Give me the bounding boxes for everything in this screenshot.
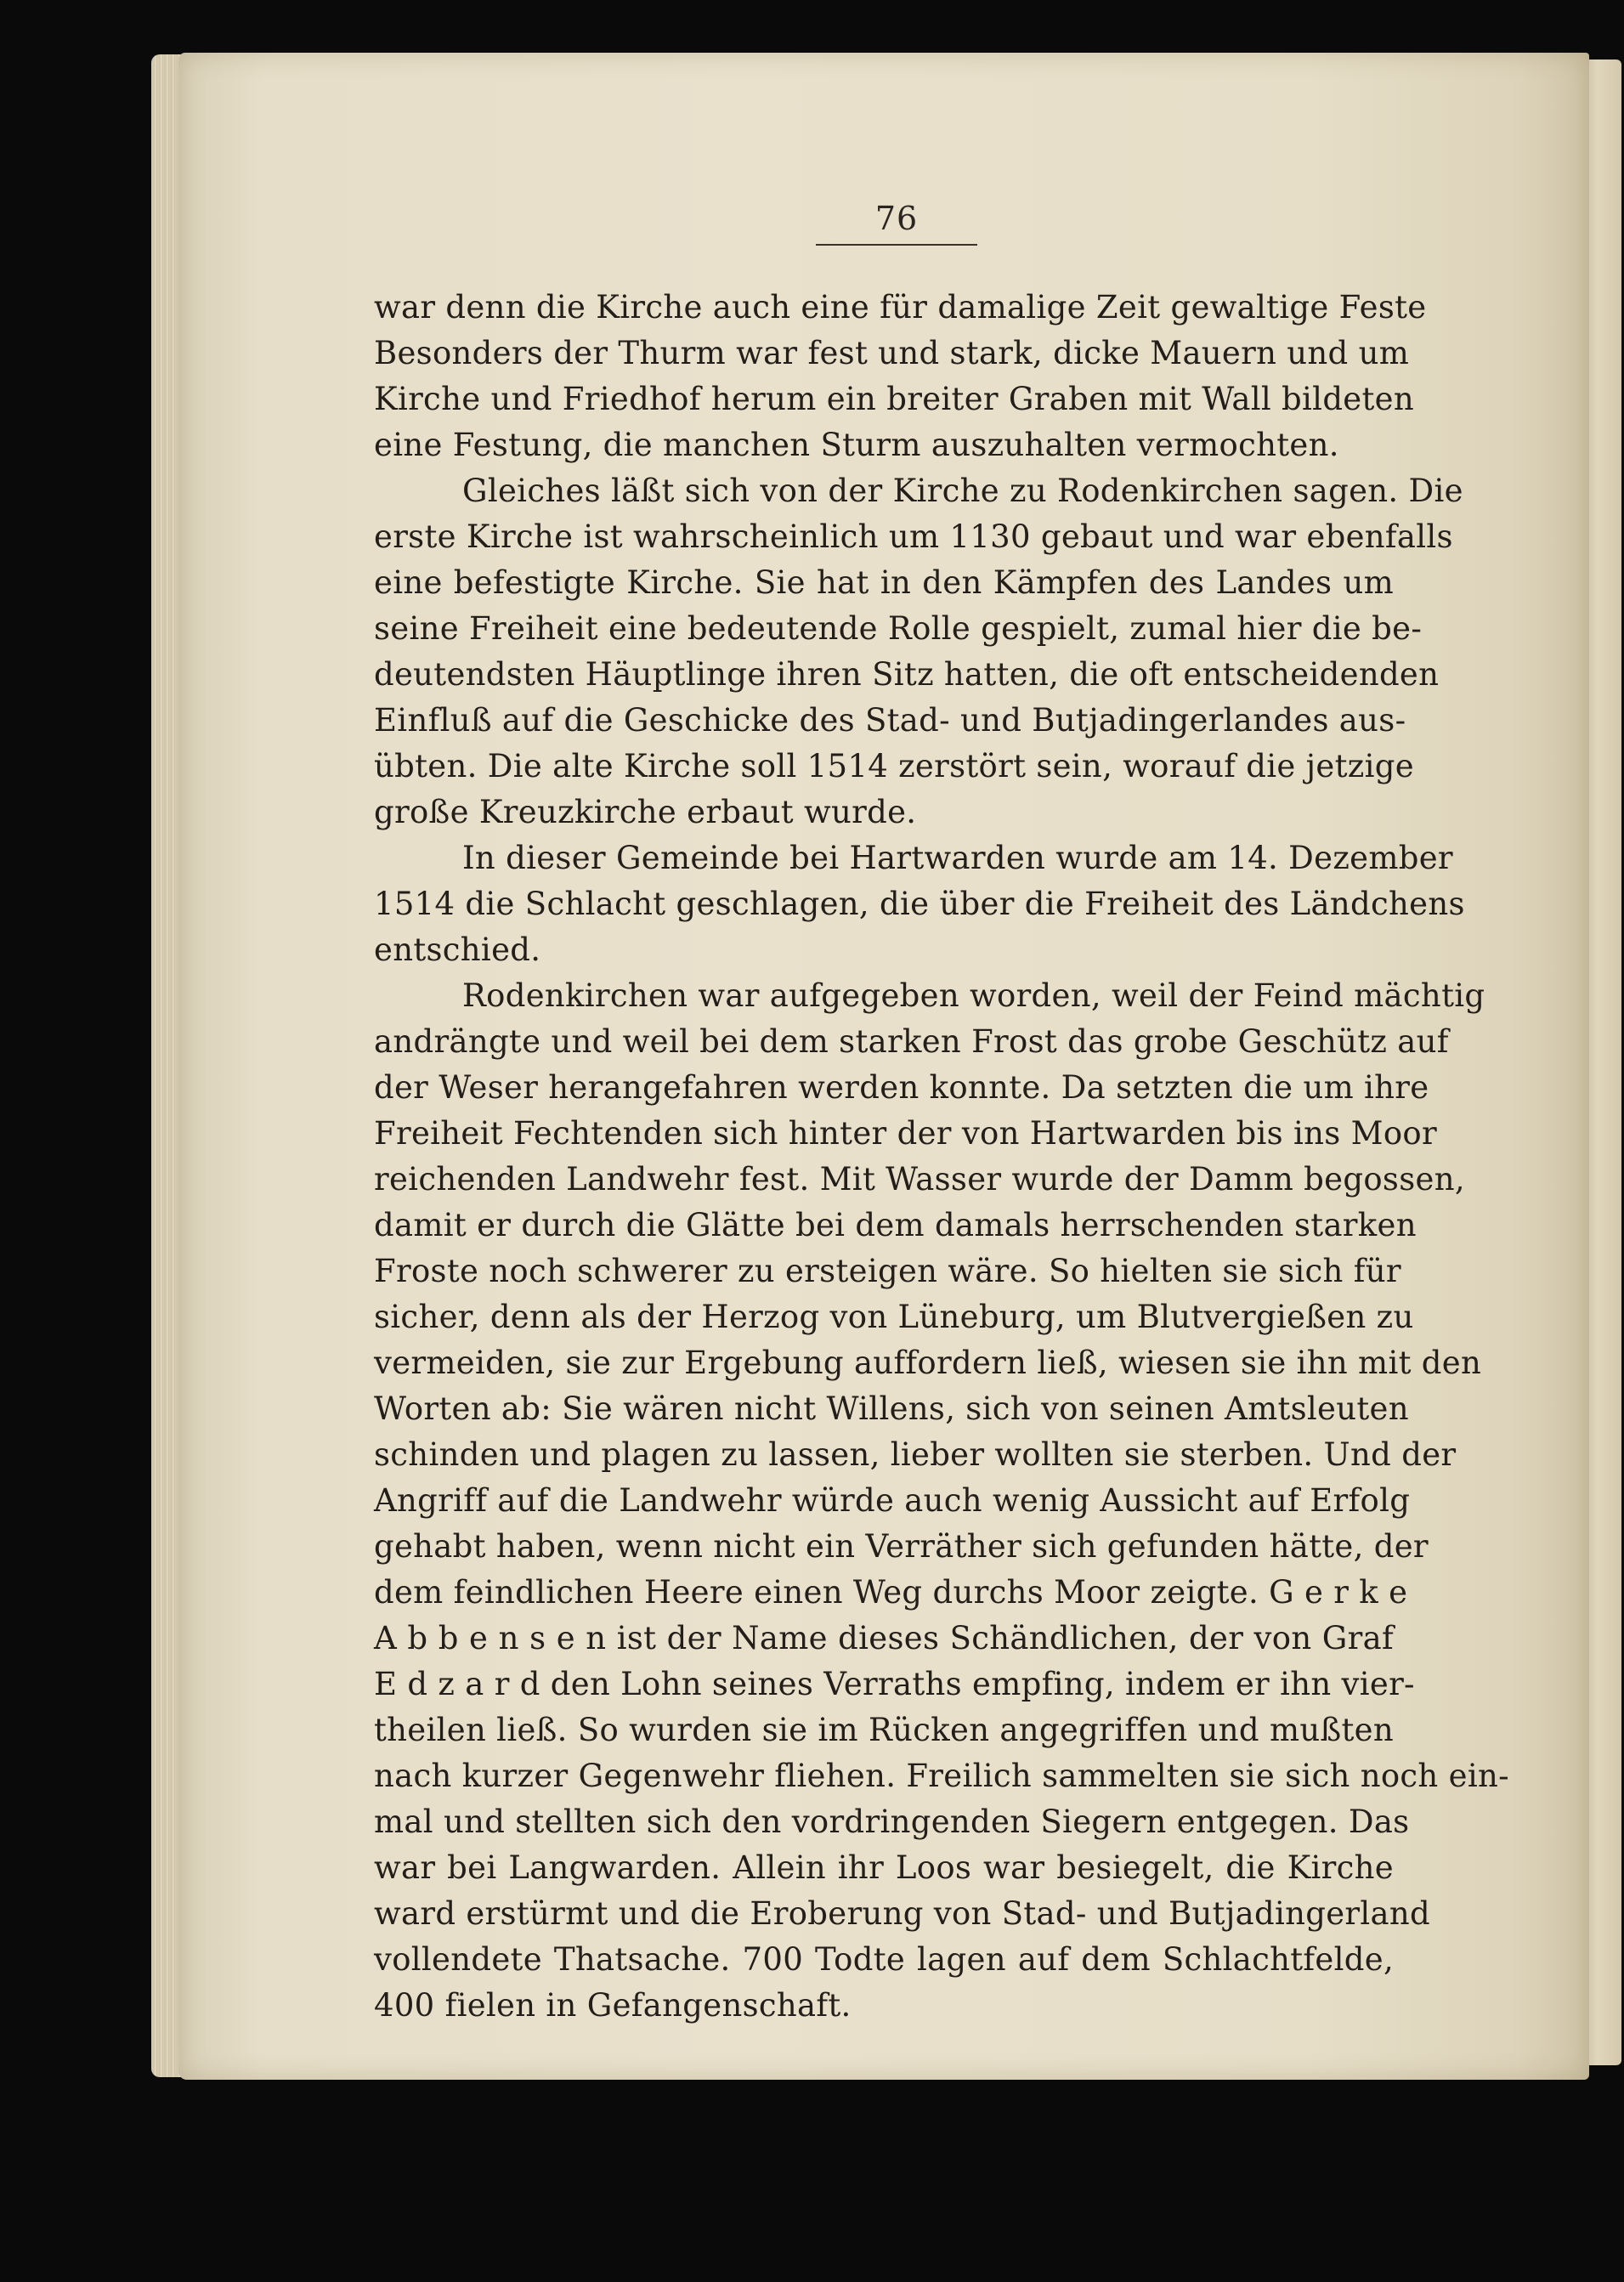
- text-line: erste Kirche ist wahrscheinlich um 1130 gebaut und war ebenfalls: [374, 518, 1453, 555]
- text-line: war bei Langwarden. Allein ihr Loos war besiegelt, die Kirche: [374, 1849, 1394, 1886]
- text-line: war denn die Kirche auch eine für damalige Zeit gewaltige Feste: [374, 289, 1427, 326]
- text-line: Froste noch schwerer zu ersteigen wäre. So hielten sie sich für: [374, 1253, 1401, 1289]
- text-line: der Weser herangefahren werden konnte. Da setzten die um ihre: [374, 1069, 1429, 1106]
- text-line: reichenden Landwehr fest. Mit Wasser wurde der Damm begossen,: [374, 1161, 1465, 1198]
- text-line: mal und stellten sich den vordringenden Siegern entgegen. Das: [374, 1804, 1410, 1840]
- text-line: nach kurzer Gegenwehr fliehen. Freilich sammelten sie sich noch ein-: [374, 1758, 1509, 1794]
- text-line: andrängte und weil bei dem starken Frost das grobe Geschütz auf: [374, 1023, 1449, 1060]
- text-line: damit er durch die Glätte bei dem damals herrschenden starken: [374, 1207, 1417, 1243]
- text-line: Einfluß auf die Geschicke des Stad- und Butjadingerlandes aus-: [374, 702, 1406, 739]
- text-line: eine befestigte Kirche. Sie hat in den Kämpfen des Landes um: [374, 564, 1394, 601]
- text-line: A b b e n s e n ist der Name dieses Schändlichen, der von Graf: [374, 1620, 1394, 1656]
- text-line: vollendete Thatsache. 700 Todte lagen auf dem Schlachtfelde,: [374, 1941, 1394, 1978]
- text-line: eine Festung, die manchen Sturm auszuhalten vermochten.: [374, 427, 1339, 463]
- body-text: [374, 285, 1509, 2029]
- text-line: In dieser Gemeinde bei Hartwarden wurde am 14. Dezember: [462, 840, 1453, 876]
- page-header: [816, 200, 977, 246]
- text-line: deutendsten Häuptlinge ihren Sitz hatten, die oft entscheidenden: [374, 656, 1440, 693]
- text-line: Worten ab: Sie wären nicht Willens, sich von seinen Amtsleuten: [374, 1390, 1409, 1427]
- page-number: 76: [874, 200, 919, 237]
- text-line: gehabt haben, wenn nicht ein Verräther sich gefunden hätte, der: [374, 1528, 1429, 1565]
- text-line: schinden und plagen zu lassen, lieber wollten sie sterben. Und der: [374, 1436, 1457, 1473]
- text-line: seine Freiheit eine bedeutende Rolle gespielt, zumal hier die be-: [374, 610, 1423, 647]
- text-line: 1514 die Schlacht geschlagen, die über die Freiheit des Ländchens: [374, 886, 1465, 922]
- text-line: Gleiches läßt sich von der Kirche zu Rodenkirchen sagen. Die: [462, 473, 1463, 509]
- text-line: große Kreuzkirche erbaut wurde.: [374, 794, 917, 830]
- text-line: Angriff auf die Landwehr würde auch wenig Aussicht auf Erfolg: [374, 1482, 1411, 1519]
- text-line: Rodenkirchen war aufgegeben worden, weil der Feind mächtig: [462, 977, 1485, 1014]
- header-rule: [816, 244, 977, 246]
- text-line: Kirche und Friedhof herum ein breiter Graben mit Wall bildeten: [374, 381, 1414, 417]
- text-line: sicher, denn als der Herzog von Lüneburg, um Blutvergießen zu: [374, 1299, 1414, 1335]
- text-line: Besonders der Thurm war fest und stark, dicke Mauern und um: [374, 335, 1410, 371]
- text-line: ward erstürmt und die Eroberung von Stad- und Butjadingerland: [374, 1895, 1431, 1932]
- text-line: entschied.: [374, 931, 541, 968]
- text-line: 400 fielen in Gefangenschaft.: [374, 1987, 852, 2024]
- text-line: Freiheit Fechtenden sich hinter der von Hartwarden bis ins Moor: [374, 1115, 1437, 1152]
- text-line: vermeiden, sie zur Ergebung auffordern ließ, wiesen sie ihn mit den: [374, 1345, 1482, 1381]
- text-line: theilen ließ. So wurden sie im Rücken angegriffen und mußten: [374, 1712, 1394, 1748]
- text-line: E d z a r d den Lohn seines Verraths empfing, indem er ihn vier-: [374, 1666, 1415, 1702]
- text-line: übten. Die alte Kirche soll 1514 zerstört sein, worauf die jetzige: [374, 748, 1414, 784]
- text-line: dem feindlichen Heere einen Weg durchs Moor zeigte. G e r k e: [374, 1574, 1408, 1611]
